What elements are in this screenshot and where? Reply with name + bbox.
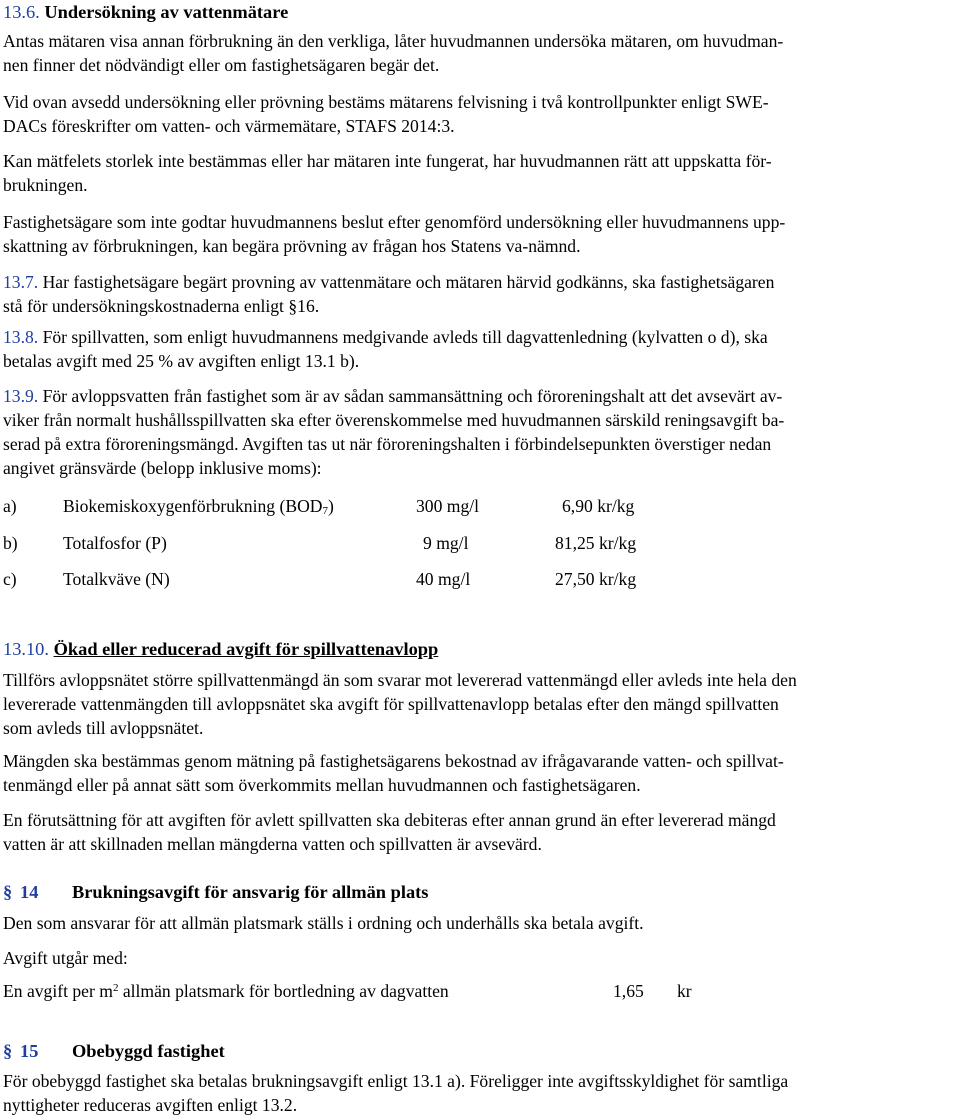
- section-13-8: [3, 325, 958, 373]
- section-number: 13.6.: [3, 2, 40, 22]
- text-line: nen finner det nödvändigt eller om fastighetsägaren begär det.: [3, 55, 440, 75]
- text-line: angivet gränsvärde (belopp inklusive moms):: [3, 458, 322, 478]
- text-line: DACs föreskrifter om vatten- och värmemätare, STAFS 2014:3.: [3, 116, 455, 136]
- row-limit: 9 mg/l: [423, 533, 469, 553]
- paragraph: [3, 946, 958, 970]
- row-letter: b): [3, 533, 18, 553]
- text-line: En förutsättning för att avgiften för avlett spillvatten ska debiteras efter annan grund än efter levererad mängd: [3, 810, 776, 830]
- text-line: betalas avgift med 25 % av avgiften enligt 13.1 b).: [3, 351, 360, 371]
- row-letter: c): [3, 569, 17, 589]
- text-line: brukningen.: [3, 175, 88, 195]
- text-line: Tillförs avloppsnätet större spillvattenmängd än som svarar mot levererad vattenmängd eller avleds inte hela den: [3, 670, 797, 690]
- row-price: 81,25 kr/kg: [555, 533, 637, 553]
- paragraph: [3, 749, 958, 797]
- text-line: tenmängd eller på annat sätt som överkommits mellan huvudmannen och fastighetsägaren.: [3, 775, 641, 795]
- text-line: Antas mätaren visa annan förbrukning än den verkliga, låter huvudmannen undersöka mätaren, om huvudman-: [3, 31, 784, 51]
- text-line: Vid ovan avsedd undersökning eller prövning bestäms mätarens felvisning i två kontrollpunkter enligt SWE-: [3, 92, 769, 112]
- row-limit: 40 mg/l: [416, 569, 471, 589]
- row-limit: 300 mg/l: [416, 496, 480, 516]
- section-title: Obebyggd fastighet: [72, 1041, 225, 1061]
- text-line: Kan mätfelets storlek inte bestämmas eller har mätaren inte fungerat, har huvudmannen rätt att uppskatta för-: [3, 151, 772, 171]
- section-title: Undersökning av vattenmätare: [44, 2, 289, 22]
- section-number: 15: [20, 1041, 39, 1061]
- section-title: Brukningsavgift för ansvarig för allmän plats: [72, 882, 429, 902]
- text-line: För avloppsvatten från fastighet som är av sådan sammansättning och föroreningshalt att det avsevärt av-: [38, 386, 783, 406]
- paragraph: [3, 668, 958, 740]
- fee-label: En avgift per $m^2$ allmän platsmark för bortledning av dagvatten: [3, 981, 449, 1001]
- section-13-6-heading: [3, 0, 958, 24]
- paragraph: [3, 911, 958, 935]
- text-line: Har fastighetsägare begärt provning av vattenmätare och mätaren härvid godkänns, ska fastighetsägaren: [38, 272, 775, 292]
- text-line: som avleds till avloppsnätet.: [3, 718, 204, 738]
- section-number: 13.8.: [3, 327, 39, 347]
- text-line: Den som ansvarar för att allmän platsmark ställs i ordning och underhålls ska betala avgift.: [3, 913, 644, 933]
- text-line: serad på extra föroreningsmängd. Avgiften tas ut när föroreningshalten i förbindelsepunkten överstiger nedan: [3, 434, 772, 454]
- fee-amount: 1,65: [613, 981, 644, 1001]
- row-name: Biokemiskoxygenförbrukning $(BOD_7)$: [63, 496, 334, 517]
- text-line: Mängden ska bestämmas genom mätning på fastighetsägarens bekostnad av ifrågavarande vatten- och spillvat-: [3, 751, 784, 771]
- text-line: nyttigheter reduceras avgiften enligt 13.2.: [3, 1095, 298, 1115]
- row-name: Totalfosfor (P): [63, 533, 167, 553]
- section-number: 13.7.: [3, 272, 39, 292]
- text-line: viker från normalt hushållsspillvatten ska efter överenskommelse med huvudmannen särskild reningsavgift ba-: [3, 410, 785, 430]
- paragraph: [3, 90, 958, 138]
- paragraph: [3, 1069, 958, 1117]
- paragraph: [3, 210, 958, 258]
- paragraph: [3, 149, 958, 197]
- section-number: 14: [20, 882, 39, 902]
- row-price: 6,90 kr/kg: [562, 496, 635, 516]
- section-13-9: [3, 384, 958, 480]
- section-number: 13.9.: [3, 386, 39, 406]
- paragraph: [3, 808, 958, 856]
- section-13-7: [3, 270, 958, 318]
- row-letter: a): [3, 496, 17, 516]
- row-price: 27,50 kr/kg: [555, 569, 637, 589]
- section-sign: §: [3, 1041, 13, 1061]
- text-line: vatten är att skillnaden mellan mängderna vatten och spillvatten är avsevärd.: [3, 834, 542, 854]
- section-13-10-heading: [3, 637, 958, 661]
- text-line: levererade vattenmängden till avloppsnätet ska avgift för spillvattenavlopp betalas efter den mängd spillvatten: [3, 694, 779, 714]
- text-line: För spillvatten, som enligt huvudmannens medgivande avleds till dagvattenledning (kylvatten o d), ska: [38, 327, 768, 347]
- text-line: stå för undersökningskostnaderna enligt §16.: [3, 296, 320, 316]
- section-title: Ökad eller reducerad avgift för spillvattenavlopp: [53, 639, 439, 659]
- section-sign: §: [3, 882, 13, 902]
- text-line: skattning av förbrukningen, kan begära prövning av frågan hos Statens va-nämnd.: [3, 236, 581, 256]
- fee-unit: kr: [677, 981, 692, 1001]
- text-line: Fastighetsägare som inte godtar huvudmannens beslut efter genomförd undersökning eller huvudmannens upp-: [3, 212, 786, 232]
- text-line: Avgift utgår med:: [3, 948, 128, 968]
- section-number: 13.10.: [3, 639, 49, 659]
- paragraph: [3, 29, 958, 77]
- row-name: Totalkväve (N): [63, 569, 170, 589]
- text-line: För obebyggd fastighet ska betalas brukningsavgift enligt 13.1 a). Föreligger inte avgiftsskyldighet för samtliga: [3, 1071, 789, 1091]
